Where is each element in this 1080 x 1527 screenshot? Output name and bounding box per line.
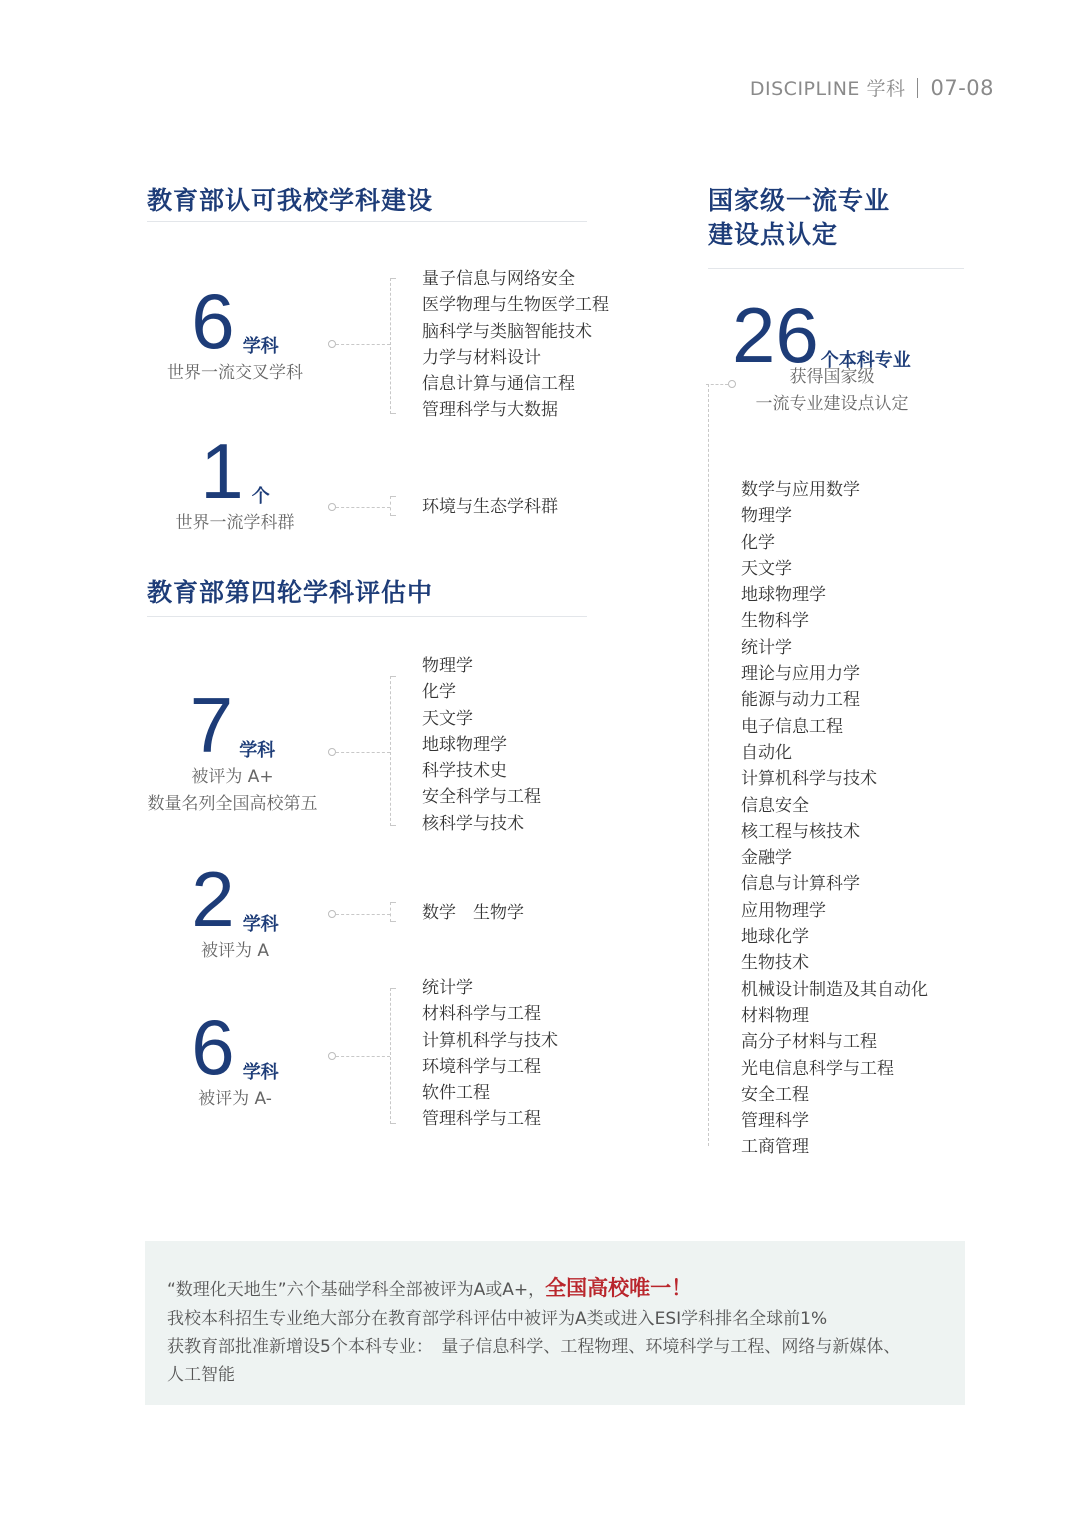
a-list (422, 900, 524, 926)
interdisciplinary-list (422, 266, 609, 424)
list-item: 计算机科学与技术 (741, 769, 877, 790)
header-divider (917, 78, 918, 98)
list-item: 金融学 (741, 848, 792, 869)
majors-guide-line (708, 384, 710, 1146)
stat-subtitle-extra: 数量名列全国高校第五 (147, 794, 318, 814)
stat-a-minus (160, 1003, 310, 1113)
list-bracket (390, 676, 399, 826)
stat-subtitle: 世界一流交叉学科 (167, 363, 303, 383)
connector (328, 340, 390, 348)
list-item: 物理学 (741, 506, 792, 527)
list-item: 高分子材料与工程 (741, 1032, 877, 1053)
summary-line2: 我校本科招生专业绝大部分在教育部学科评估中被评为A类或进入ESI学科排名全球前1% (167, 1309, 828, 1329)
stat-unit: 学科 (242, 1062, 279, 1083)
right-rule (708, 268, 964, 269)
list-item: 量子信息与网络安全 (422, 269, 575, 289)
stat-number: 2 (191, 855, 235, 943)
stat-unit: 个本科专业 (820, 350, 911, 371)
stat-number: 7 (189, 681, 234, 769)
summary-line1-text: “数理化天地生”六个基础学科全部被评为A或A+， (167, 1280, 546, 1300)
stat-subtitle (732, 364, 932, 418)
connector (328, 1052, 390, 1060)
list-bracket (390, 902, 399, 922)
stat-unit: 个 (251, 486, 270, 507)
stat-unit: 学科 (242, 914, 279, 935)
page-header (750, 74, 994, 101)
list-item: 机械设计制造及其自动化 (741, 979, 928, 1000)
list-item: 地球物理学 (741, 585, 826, 606)
list-item: 材料科学与工程 (422, 1004, 541, 1025)
stat-subtitle: 被评为 A- (198, 1089, 272, 1109)
stat-number: 1 (200, 427, 244, 515)
list-item: 软件工程 (422, 1083, 490, 1104)
list-item: 信息计算与通信工程 (422, 374, 575, 395)
list-item: 自动化 (741, 742, 792, 763)
list-item: 能源与动力工程 (741, 690, 860, 711)
connector (328, 748, 390, 756)
a-plus-list (422, 653, 541, 837)
list-item: 管理科学 (741, 1111, 809, 1132)
stat-subtitle-line1: 获得国家级 (789, 367, 875, 387)
list-item: 天文学 (422, 708, 473, 729)
connector (706, 380, 736, 388)
stat-number: 6 (191, 1003, 235, 1091)
section1-title: 教育部认可我校学科建设 (147, 186, 434, 215)
list-item: 数学与应用数学 (741, 480, 860, 500)
list-item: 生物技术 (741, 953, 809, 974)
stat-subtitle: 被评为 A (200, 941, 270, 961)
summary-line3: 获教育部批准新增设5个本科专业： 量子信息科学、工程物理、环境科学与工程、网络与新媒体、 (167, 1337, 901, 1357)
summary-line1 (167, 1274, 692, 1304)
a-minus-list (422, 975, 558, 1133)
stat-discipline-cluster (160, 427, 310, 537)
list-bracket (390, 496, 399, 516)
summary-line4: 人工智能 (167, 1365, 235, 1385)
stat-subtitle: 被评为 A+ (191, 767, 274, 787)
list-item: 统计学 (422, 978, 473, 998)
right-title (708, 184, 890, 252)
list-item: 应用物理学 (741, 900, 826, 921)
list-item: 环境与生态学科群 (422, 497, 558, 517)
list-item: 核科学与技术 (422, 813, 524, 834)
national-majors-list (741, 477, 928, 1161)
list-item: 材料物理 (741, 1005, 809, 1026)
list-item: 管理科学与大数据 (422, 400, 558, 421)
list-item: 安全工程 (741, 1084, 809, 1105)
stat-a (160, 855, 310, 965)
list-item: 工商管理 (741, 1137, 809, 1158)
section2-rule (147, 616, 587, 617)
list-item: 化学 (741, 532, 775, 553)
stat-subtitle-line2: 一流专业建设点认定 (755, 394, 909, 414)
page-number: 07-08 (930, 75, 994, 100)
list-item: 化学 (422, 682, 456, 703)
list-item: 数学 生物学 (422, 903, 524, 923)
header-label: DISCIPLINE 学科 (749, 78, 906, 100)
stat-number: 26 (732, 291, 819, 379)
list-bracket (390, 988, 399, 1124)
stat-a-plus (135, 681, 330, 818)
list-item: 力学与材料设计 (422, 347, 541, 368)
stat-unit: 学科 (242, 336, 279, 357)
right-title-line1: 国家级一流专业 (708, 186, 891, 215)
list-item: 医学物理与生物医学工程 (422, 295, 609, 316)
connector (328, 503, 390, 511)
list-item: 安全科学与工程 (422, 787, 541, 808)
list-item: 核工程与核技术 (741, 821, 860, 842)
right-title-line2: 建设点认定 (708, 220, 839, 249)
list-item: 信息安全 (741, 795, 809, 816)
section1-rule (147, 221, 587, 222)
summary-highlight: 全国高校唯一！ (545, 1276, 693, 1300)
list-item: 管理科学与工程 (422, 1109, 541, 1130)
list-item: 计算机科学与技术 (422, 1030, 558, 1051)
list-item: 电子信息工程 (741, 716, 843, 737)
list-item: 科学技术史 (422, 761, 507, 782)
list-item: 脑科学与类脑智能技术 (422, 321, 592, 342)
list-item: 光电信息科学与工程 (741, 1058, 894, 1079)
list-item: 物理学 (422, 656, 473, 676)
list-item: 地球化学 (741, 927, 809, 948)
list-item: 生物科学 (741, 611, 809, 632)
list-item: 天文学 (741, 558, 792, 579)
list-item: 信息与计算科学 (741, 874, 860, 895)
stat-number: 6 (191, 277, 235, 365)
connector (328, 910, 390, 918)
section2-title: 教育部第四轮学科评估中 (147, 578, 434, 607)
cluster-list (422, 494, 558, 520)
stat-interdisciplinary (160, 277, 310, 387)
stat-unit: 学科 (239, 740, 276, 761)
list-item: 环境科学与工程 (422, 1056, 541, 1077)
list-item: 统计学 (741, 637, 792, 658)
list-item: 理论与应用力学 (741, 664, 860, 685)
stat-subtitle: 世界一流学科群 (175, 513, 295, 533)
list-bracket (390, 278, 399, 414)
list-item: 地球物理学 (422, 734, 507, 755)
